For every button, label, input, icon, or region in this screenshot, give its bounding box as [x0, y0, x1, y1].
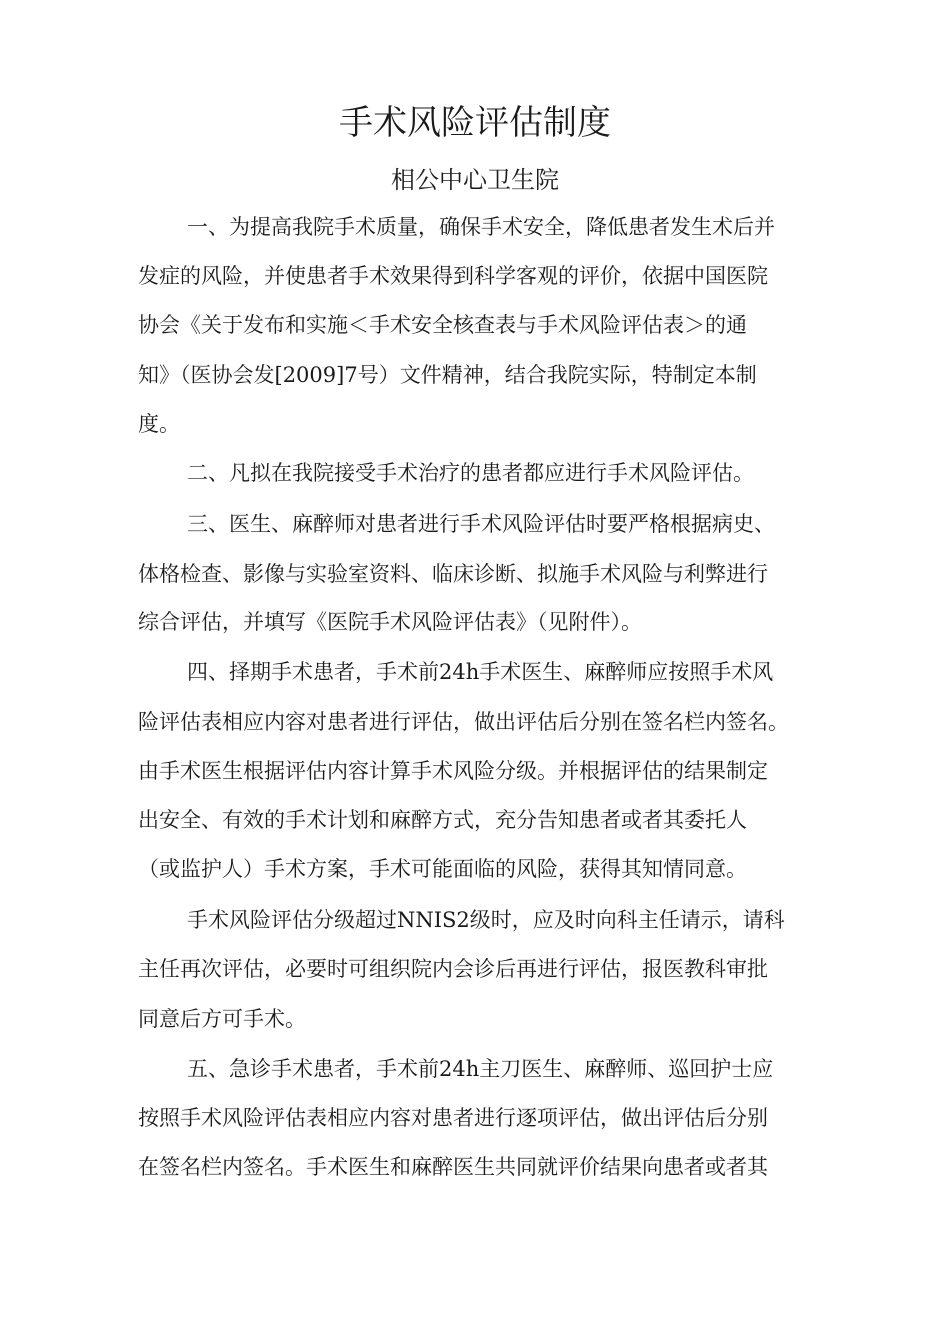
body-line: 五、急诊手术患者，手术前24h主刀医生、麻醉师、巡回护士应 [187, 1057, 774, 1081]
body-line: 体格检查、影像与实验室资料、临床诊断、拟施手术风险与利弊进行 [138, 562, 768, 586]
body-line: 险评估表相应内容对患者进行评估，做出评估后分别在签名栏内签名。 [138, 710, 789, 734]
body-line: 在签名栏内签名。手术医生和麻醉医生共同就评价结果向患者或者其 [138, 1155, 768, 1179]
body-line: 一、为提高我院手术质量，确保手术安全，降低患者发生术后并 [187, 215, 775, 239]
body-line: 同意后方可手术。 [138, 1007, 306, 1031]
body-line: 二、凡拟在我院接受手术治疗的患者都应进行手术风险评估。 [187, 461, 754, 485]
body-line: 度。 [138, 412, 180, 436]
body-line: 按照手术风险评估表相应内容对患者进行逐项评估，做出评估后分别 [138, 1106, 768, 1130]
body-line: 三、医生、麻醉师对患者进行手术风险评估时要严格根据病史、 [187, 512, 775, 536]
body-line: 由手术医生根据评估内容计算手术风险分级。并根据评估的结果制定 [138, 759, 768, 783]
body-line: 出安全、有效的手术计划和麻醉方式，充分告知患者或者其委托人 [138, 808, 747, 832]
body-line: 知》（医协会发[2009]7号）文件精神，结合我院实际，特制定本制 [138, 363, 757, 387]
body-line: （或监护人）手术方案，手术可能面临的风险，获得其知情同意。 [138, 857, 747, 881]
document-title: 手术风险评估制度 [339, 103, 611, 143]
body-line: 协会《关于发布和实施＜手术安全核查表与手术风险评估表＞的通 [138, 313, 747, 337]
document-subtitle: 相公中心卫生院 [391, 166, 559, 194]
body-line: 发症的风险，并使患者手术效果得到科学客观的评价，依据中国医院 [138, 264, 768, 288]
body-line: 主任再次评估，必要时可组织院内会诊后再进行评估，报医教科审批 [138, 957, 768, 981]
body-line: 手术风险评估分级超过NNIS2级时，应及时向科主任请示，请科 [187, 908, 785, 932]
body-line: 四、择期手术患者，手术前24h手术医生、麻醉师应按照手术风 [187, 660, 774, 684]
body-line: 综合评估，并填写《医院手术风险评估表》（见附件）。 [138, 610, 642, 634]
